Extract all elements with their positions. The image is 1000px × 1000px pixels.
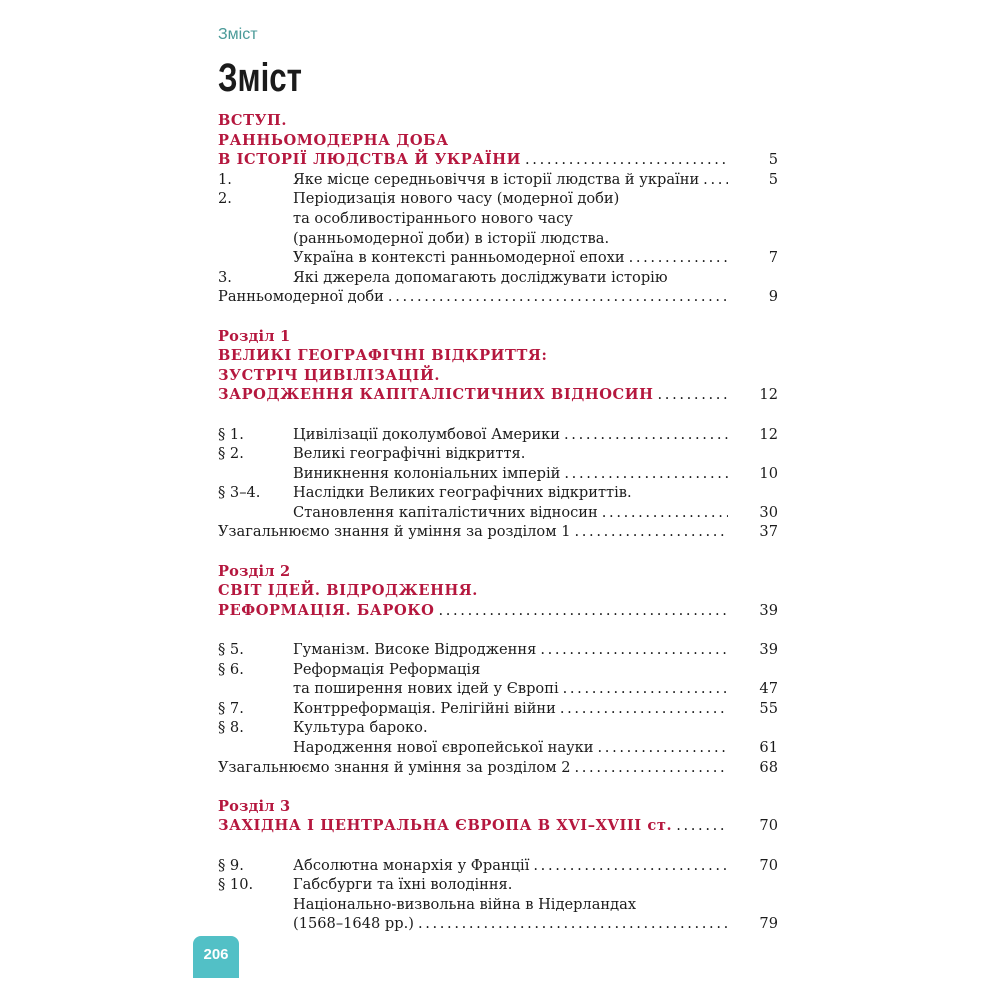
toc-text-wrap <box>218 562 778 582</box>
toc-page-number: 47 <box>759 680 778 698</box>
dot-leader <box>574 758 728 778</box>
toc-text-wrap <box>293 209 778 229</box>
section-heading: Розділ 3 <box>218 797 291 815</box>
toc-text-wrap <box>293 248 734 268</box>
section-heading: Розділ 1 <box>218 327 291 345</box>
toc-page-number: 70 <box>759 817 778 835</box>
toc-text-wrap <box>218 385 734 405</box>
toc-section-line <box>218 150 778 170</box>
toc-text-wrap <box>218 111 778 131</box>
toc-text-wrap <box>293 699 734 719</box>
toc-entry-line <box>218 640 778 660</box>
dot-leader <box>533 856 728 876</box>
toc-text-wrap <box>218 797 778 817</box>
section-heading: ЗАХІДНА І ЦЕНТРАЛЬНА ЄВРОПА В XVI–XVIII ст. <box>218 817 673 835</box>
toc-text-wrap <box>293 875 778 895</box>
dot-leader <box>629 248 728 268</box>
toc-text-wrap <box>293 660 778 680</box>
dot-leader <box>602 503 728 523</box>
dot-leader <box>438 601 728 621</box>
toc-section-line <box>218 797 778 817</box>
toc-entry-number: 2. <box>218 190 232 208</box>
toc-entry-text: Габсбурги та їхні володіння. <box>293 876 513 894</box>
toc-text-wrap <box>218 366 778 386</box>
toc-section-line <box>218 346 778 366</box>
toc-entry-line <box>218 425 778 445</box>
toc-text-wrap <box>218 346 778 366</box>
toc-entry-number: 3. <box>218 268 232 286</box>
toc-text-wrap <box>293 268 778 288</box>
toc-text-wrap <box>218 758 734 778</box>
toc-entry-line <box>218 895 778 915</box>
toc-page-number: 37 <box>759 523 778 541</box>
toc-text-wrap <box>293 483 778 503</box>
toc-text-wrap <box>293 738 734 758</box>
toc-spacer <box>218 307 778 327</box>
toc-text-wrap <box>293 914 734 934</box>
toc-page-number: 68 <box>759 758 778 776</box>
toc-page-number: 5 <box>768 170 778 188</box>
dot-leader <box>388 287 728 307</box>
toc-text-wrap <box>218 131 778 151</box>
toc-text-wrap <box>218 581 778 601</box>
toc-page-number: 7 <box>768 249 778 267</box>
toc-section-line <box>218 562 778 582</box>
toc-page-number: 55 <box>759 699 778 717</box>
toc-entry-text: Становлення капіталістичних відносин <box>293 503 598 521</box>
toc-section-line <box>218 111 778 131</box>
section-heading: Розділ 2 <box>218 562 291 580</box>
toc-page-number: 70 <box>759 856 778 874</box>
toc-text-wrap <box>293 895 778 915</box>
dot-leader <box>560 699 728 719</box>
toc-entry-line <box>218 189 778 209</box>
toc-section-line <box>218 581 778 601</box>
dot-leader <box>658 385 728 405</box>
toc-entry-text: Контрреформація. Релігійні війни <box>293 699 556 717</box>
toc-section-line <box>218 385 778 405</box>
toc-page-number: 10 <box>759 464 778 482</box>
toc-entry-line <box>218 660 778 680</box>
toc-text-wrap <box>293 229 778 249</box>
toc-text-wrap <box>218 601 734 621</box>
section-heading: ВСТУП. <box>218 112 288 129</box>
toc-entry-line <box>218 170 778 190</box>
toc-entry-number: § 8. <box>218 719 244 737</box>
toc-text-wrap <box>293 718 778 738</box>
dot-leader <box>418 914 728 934</box>
toc-entry-text: та особливостіраннього нового часу <box>293 209 573 227</box>
toc-page-number: 39 <box>759 641 778 659</box>
page-title: Зміст <box>218 56 302 100</box>
toc-entry-number: § 10. <box>218 876 254 894</box>
dot-leader <box>564 425 728 445</box>
dot-leader <box>703 170 728 190</box>
toc-text-wrap <box>218 522 734 542</box>
dot-leader <box>540 640 728 660</box>
toc-entry-line <box>218 464 778 484</box>
toc-entry-text: (ранньомодерної доби) в історії людства. <box>293 229 610 247</box>
toc-entry-text: Наслідки Великих географічних відкриттів. <box>293 484 632 502</box>
toc-entry-line <box>218 503 778 523</box>
toc-entry-number: § 1. <box>218 425 244 443</box>
dot-leader <box>574 522 728 542</box>
toc-entry-line <box>218 522 778 542</box>
section-heading: ЗАРОДЖЕННЯ КАПІТАЛІСТИЧНИХ ВІДНОСИН <box>218 386 654 404</box>
toc-entry-line <box>218 248 778 268</box>
toc-entry-text: Реформація Реформація <box>293 660 481 678</box>
section-heading: ВЕЛИКІ ГЕОГРАФІЧНІ ВІДКРИТТЯ: <box>218 347 548 365</box>
toc-entry-text: Які джерела допомагають досліджувати історію <box>293 268 668 286</box>
toc-entry-text: Національно-визвольна війна в Нідерландах <box>293 895 637 913</box>
toc-entry-line <box>218 229 778 249</box>
toc-entry-text: Узагальнюємо знання й уміння за розділом 1 <box>218 523 571 541</box>
toc-text-wrap <box>293 640 734 660</box>
toc-entry-line <box>218 679 778 699</box>
toc-spacer <box>218 405 778 425</box>
toc-section-line <box>218 327 778 347</box>
toc-entry-number: 1. <box>218 170 232 188</box>
toc-entry-line <box>218 483 778 503</box>
dot-leader <box>525 150 728 170</box>
toc-entry-text: Періодизація нового часу (модерної доби) <box>293 190 620 208</box>
toc-section-line <box>218 366 778 386</box>
section-heading: РАННЬОМОДЕРНА ДОБА <box>218 131 449 149</box>
toc-entry-text: та поширення нових ідей у Європі <box>293 680 559 698</box>
dot-leader <box>676 816 728 836</box>
running-header: Зміст <box>218 26 258 43</box>
toc-entry-number: § 5. <box>218 641 244 659</box>
toc-entry-number: § 3–4. <box>218 484 261 502</box>
toc-entry-text: Україна в контексті ранньомодерної епохи <box>293 249 625 267</box>
toc-entry-line <box>218 758 778 778</box>
toc-spacer <box>218 836 778 856</box>
section-heading: СВІТ ІДЕЙ. ВІДРОДЖЕННЯ. <box>218 582 478 600</box>
toc-entry-line <box>218 738 778 758</box>
toc-entry-number: § 7. <box>218 699 244 717</box>
toc-page-number: 5 <box>768 151 778 169</box>
toc-text-wrap <box>218 327 778 347</box>
toc-entry-text: Ранньомодерної доби <box>218 288 384 306</box>
toc-text-wrap <box>218 287 734 307</box>
toc-section-line <box>218 131 778 151</box>
toc-text-wrap <box>218 816 734 836</box>
toc-entry-line <box>218 444 778 464</box>
toc-entry-line <box>218 268 778 288</box>
dot-leader <box>564 464 728 484</box>
section-heading: В ІСТОРІЇ ЛЮДСТВА Й УКРАЇНИ <box>218 151 522 169</box>
table-of-contents <box>218 111 778 934</box>
toc-entry-number: § 6. <box>218 660 244 678</box>
toc-entry-text: Узагальнюємо знання й уміння за розділом 2 <box>218 758 571 776</box>
toc-text-wrap <box>293 425 734 445</box>
toc-entry-text: Абсолютна монархія у Франції <box>293 856 530 874</box>
dot-leader <box>563 679 728 699</box>
toc-entry-text: (1568–1648 рр.) <box>293 915 414 933</box>
toc-section-line <box>218 816 778 836</box>
toc-text-wrap <box>293 444 778 464</box>
toc-page-number: 79 <box>759 915 778 933</box>
toc-entry-text: Народження нової європейської науки <box>293 739 594 756</box>
toc-entry-line <box>218 209 778 229</box>
toc-entry-text: Гуманізм. Високе Відродження <box>293 641 537 659</box>
toc-entry-text: Виникнення колоніальних імперій <box>293 464 561 482</box>
toc-text-wrap <box>293 856 734 876</box>
toc-entry-text: Яке місце середньовіччя в історії людства й україни <box>293 170 700 188</box>
toc-entry-line <box>218 718 778 738</box>
dot-leader <box>598 738 728 758</box>
toc-page-number: 9 <box>768 288 778 306</box>
toc-spacer <box>218 620 778 640</box>
toc-entry-line <box>218 287 778 307</box>
toc-entry-text: Культура бароко. <box>293 719 428 737</box>
page-number-badge: 206 <box>193 936 239 978</box>
section-heading: ЗУСТРІЧ ЦИВІЛІЗАЦІЙ. <box>218 366 441 384</box>
toc-section-line <box>218 601 778 621</box>
toc-text-wrap <box>293 503 734 523</box>
section-heading: РЕФОРМАЦІЯ. БАРОКО <box>218 601 435 619</box>
toc-spacer <box>218 777 778 797</box>
toc-entry-number: § 2. <box>218 445 244 463</box>
toc-entry-line <box>218 699 778 719</box>
toc-entry-line <box>218 856 778 876</box>
toc-page-number: 30 <box>759 503 778 521</box>
toc-text-wrap <box>293 170 734 190</box>
toc-text-wrap <box>293 464 734 484</box>
toc-page-number: 61 <box>759 739 778 756</box>
toc-text-wrap <box>218 150 734 170</box>
toc-spacer <box>218 542 778 562</box>
toc-page-number: 39 <box>759 601 778 619</box>
toc-entry-text: Цивілізації доколумбової Америки <box>293 425 561 443</box>
toc-page-number: 12 <box>759 386 778 404</box>
toc-text-wrap <box>293 679 734 699</box>
toc-text-wrap <box>293 189 778 209</box>
toc-page-number: 12 <box>759 425 778 443</box>
toc-entry-line <box>218 875 778 895</box>
toc-entry-text: Великі географічні відкриття. <box>293 445 526 463</box>
toc-entry-line <box>218 914 778 934</box>
toc-entry-number: § 9. <box>218 856 244 874</box>
